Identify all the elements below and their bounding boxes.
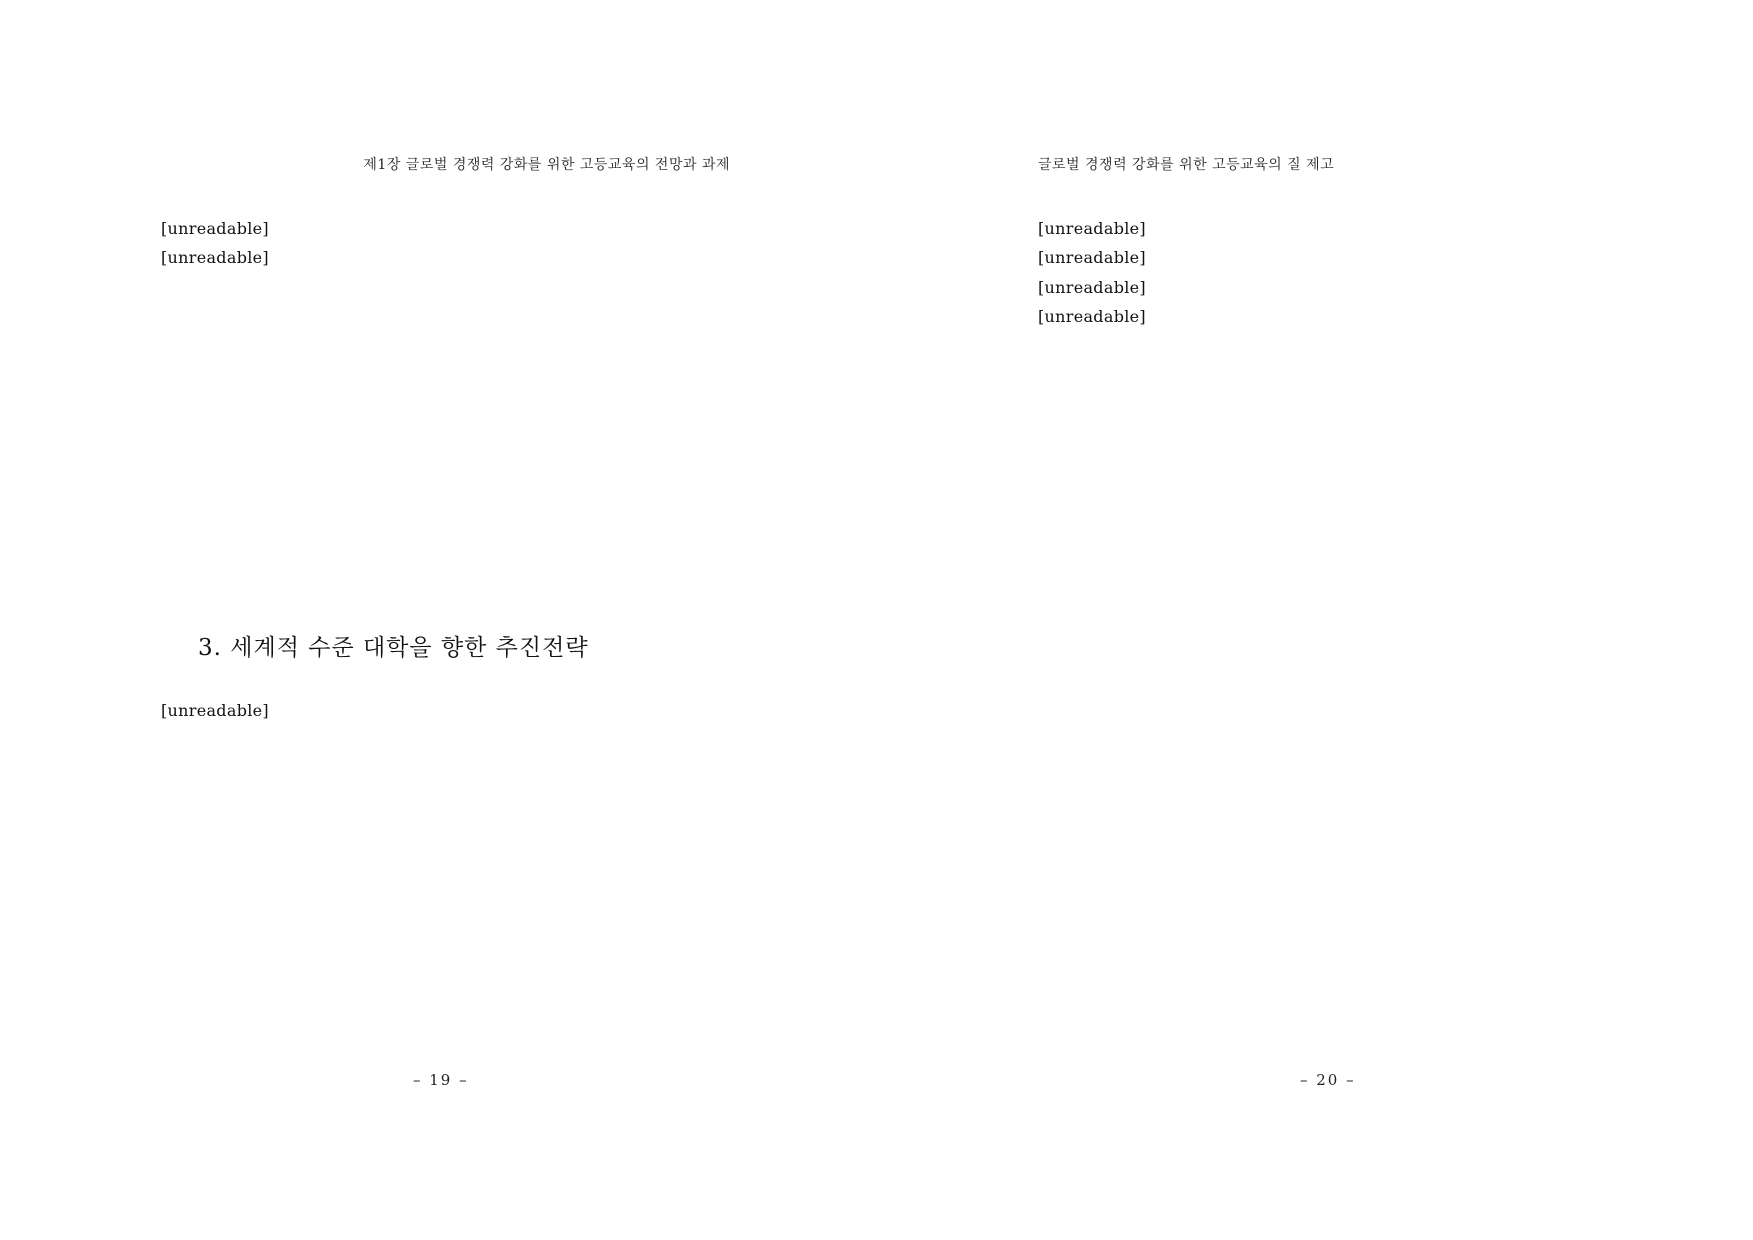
- body-text-top: [161, 214, 731, 273]
- body-text: [1038, 214, 1608, 332]
- page-number: – 20 –: [1300, 1071, 1356, 1089]
- running-header: 글로벌 경쟁력 강화를 위한 고등교육의 질 제고: [1038, 157, 1335, 173]
- paragraph: [unreadable]: [1038, 219, 1146, 238]
- running-header: 제1장 글로벌 경쟁력 강화를 위한 고등교육의 전망과 과제: [363, 157, 730, 173]
- paragraph: [unreadable]: [161, 701, 269, 720]
- paragraph: [unreadable]: [1038, 248, 1146, 268]
- section-heading: 3. 세계적 수준 대학을 향한 추진전략: [198, 635, 589, 661]
- paragraph: [unreadable]: [1038, 277, 1146, 297]
- paragraph: [unreadable]: [1038, 307, 1146, 327]
- left-page: [0, 0, 876, 1240]
- paragraph: [unreadable]: [161, 248, 269, 268]
- body-text-bottom: [161, 696, 731, 725]
- paragraph: [unreadable]: [161, 219, 269, 238]
- page-number: – 19 –: [413, 1071, 469, 1089]
- right-page: [877, 0, 1753, 1240]
